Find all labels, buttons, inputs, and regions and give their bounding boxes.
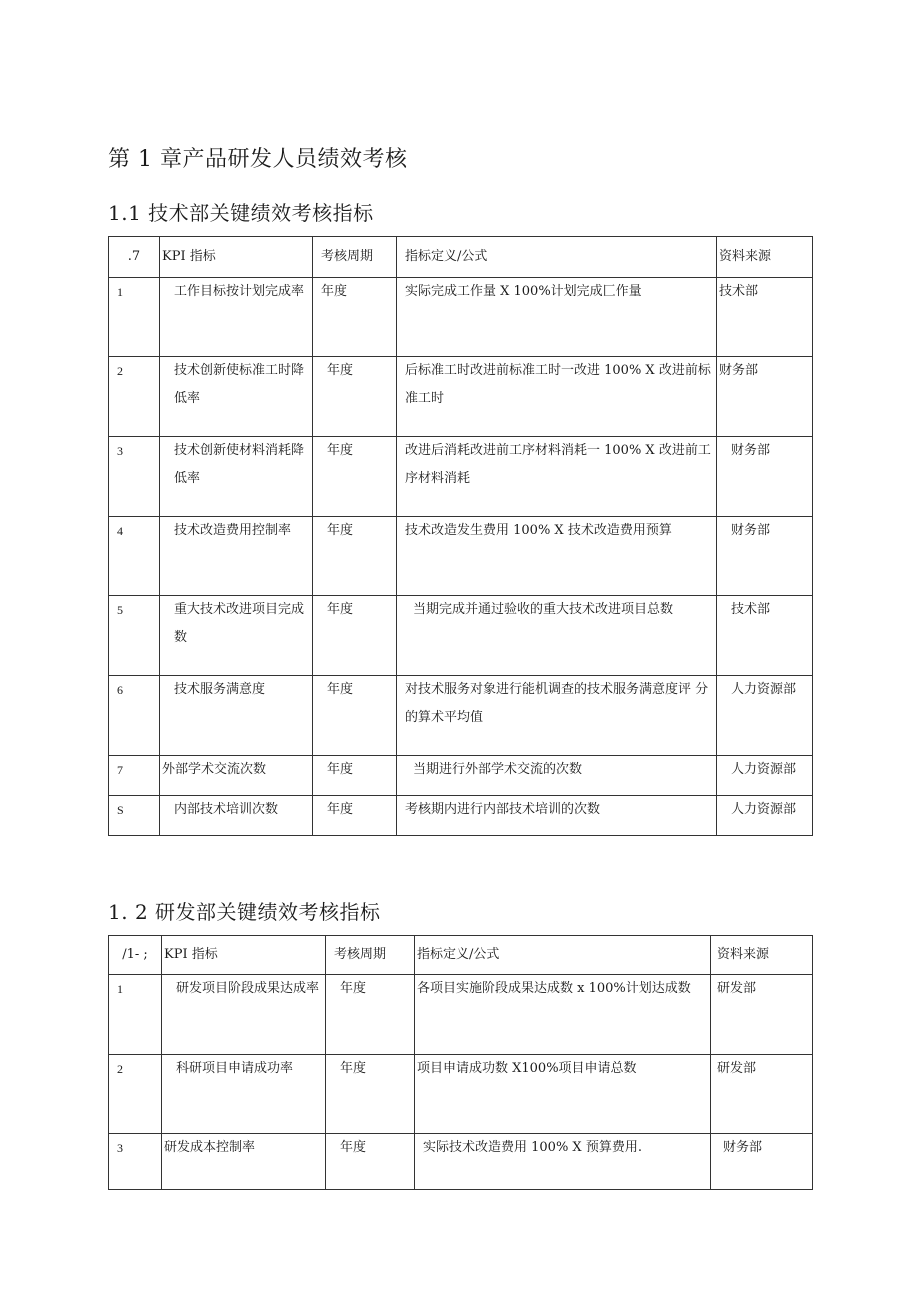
source: 财务部 xyxy=(717,357,813,437)
header-no: .7 xyxy=(109,237,160,278)
row-number: 1 xyxy=(109,975,162,1055)
table-row xyxy=(109,1134,813,1190)
header-no: /1- ; xyxy=(109,936,162,975)
kpi-name: 技术服务满意度 xyxy=(160,676,313,756)
cycle: 年度 xyxy=(313,596,397,676)
row-number: 4 xyxy=(109,517,160,596)
header-source: 资料来源 xyxy=(711,936,813,975)
formula: 考核期内进行内部技术培训的次数 xyxy=(397,796,717,836)
header-source: 资料来源 xyxy=(717,237,813,278)
header-formula: 指标定义/公式 xyxy=(415,936,711,975)
cycle: 年度 xyxy=(313,756,397,796)
row-number: 3 xyxy=(109,437,160,517)
table-row xyxy=(109,676,813,756)
source: 人力资源部 xyxy=(717,756,813,796)
source: 人力资源部 xyxy=(717,796,813,836)
kpi-name: 科研项目申请成功率 xyxy=(162,1055,326,1134)
source: 财务部 xyxy=(717,517,813,596)
kpi-name: 内部技术培训次数 xyxy=(160,796,313,836)
formula: 当期进行外部学术交流的次数 xyxy=(397,756,717,796)
formula: 实际技术改造费用 100% X 预算费用. xyxy=(415,1134,711,1190)
table-header-row xyxy=(109,237,813,278)
kpi-name: 重大技术改进项目完成数 xyxy=(160,596,313,676)
cycle: 年度 xyxy=(313,437,397,517)
cycle: 年度 xyxy=(326,975,415,1055)
source: 财务部 xyxy=(711,1134,813,1190)
source: 技术部 xyxy=(717,278,813,357)
row-number: 2 xyxy=(109,1055,162,1134)
tech-kpi-table xyxy=(108,236,813,836)
table-row xyxy=(109,756,813,796)
cycle: 年度 xyxy=(313,357,397,437)
cycle: 年度 xyxy=(313,796,397,836)
row-number: S xyxy=(109,796,160,836)
table-row xyxy=(109,357,813,437)
formula: 技术改造发生费用 100% X 技术改造费用预算 xyxy=(397,517,717,596)
table-header-row xyxy=(109,936,813,975)
table-row xyxy=(109,437,813,517)
cycle: 年度 xyxy=(313,278,397,357)
formula: 各项目实施阶段成果达成数 x 100%计划达成数 xyxy=(415,975,711,1055)
row-number: 3 xyxy=(109,1134,162,1190)
formula: 实际完成工作量 X 100%计划完成匚作量 xyxy=(397,278,717,357)
cycle: 年度 xyxy=(313,517,397,596)
kpi-name: 外部学术交流次数 xyxy=(160,756,313,796)
kpi-name: 技术创新使标准工时降低率 xyxy=(160,357,313,437)
table-row xyxy=(109,975,813,1055)
formula: 改进后消耗改进前工序材料消耗一 100% X 改进前工序材料消耗 xyxy=(397,437,717,517)
section-1-title: 1.1 技术部关键绩效考核指标 xyxy=(108,201,374,225)
kpi-name: 工作目标按计划完成率 xyxy=(160,278,313,357)
source: 财务部 xyxy=(717,437,813,517)
table-row xyxy=(109,1055,813,1134)
formula: 后标准工时改进前标准工时一改进 100% X 改进前标准工时 xyxy=(397,357,717,437)
formula: 对技术服务对象进行能机调查的技术服务满意度评 分的算术平均值 xyxy=(397,676,717,756)
table-row xyxy=(109,796,813,836)
kpi-name: 技术创新使材料消耗降低率 xyxy=(160,437,313,517)
header-cycle: 考核周期 xyxy=(326,936,415,975)
row-number: 7 xyxy=(109,756,160,796)
header-formula: 指标定义/公式 xyxy=(397,237,717,278)
kpi-name: 技术改造费用控制率 xyxy=(160,517,313,596)
source: 技术部 xyxy=(717,596,813,676)
rd-kpi-table xyxy=(108,935,813,1190)
table-row xyxy=(109,278,813,357)
row-number: 5 xyxy=(109,596,160,676)
row-number: 2 xyxy=(109,357,160,437)
formula: 当期完成并通过验收的重大技术改进项目总数 xyxy=(397,596,717,676)
cycle: 年度 xyxy=(326,1134,415,1190)
source: 研发部 xyxy=(711,975,813,1055)
section-2-title: 1. 2 研发部关键绩效考核指标 xyxy=(108,900,381,924)
source: 研发部 xyxy=(711,1055,813,1134)
kpi-name: 研发项目阶段成果达成率 xyxy=(162,975,326,1055)
kpi-name: 研发成本控制率 xyxy=(162,1134,326,1190)
table-row xyxy=(109,517,813,596)
cycle: 年度 xyxy=(326,1055,415,1134)
table-row xyxy=(109,596,813,676)
header-kpi: KPI 指标 xyxy=(162,936,326,975)
formula: 项目申请成功数 X100%项目申请总数 xyxy=(415,1055,711,1134)
header-kpi: KPI 指标 xyxy=(160,237,313,278)
row-number: 1 xyxy=(109,278,160,357)
row-number: 6 xyxy=(109,676,160,756)
header-cycle: 考核周期 xyxy=(313,237,397,278)
chapter-title: 第 1 章产品研发人员绩效考核 xyxy=(108,147,408,172)
cycle: 年度 xyxy=(313,676,397,756)
source: 人力资源部 xyxy=(717,676,813,756)
